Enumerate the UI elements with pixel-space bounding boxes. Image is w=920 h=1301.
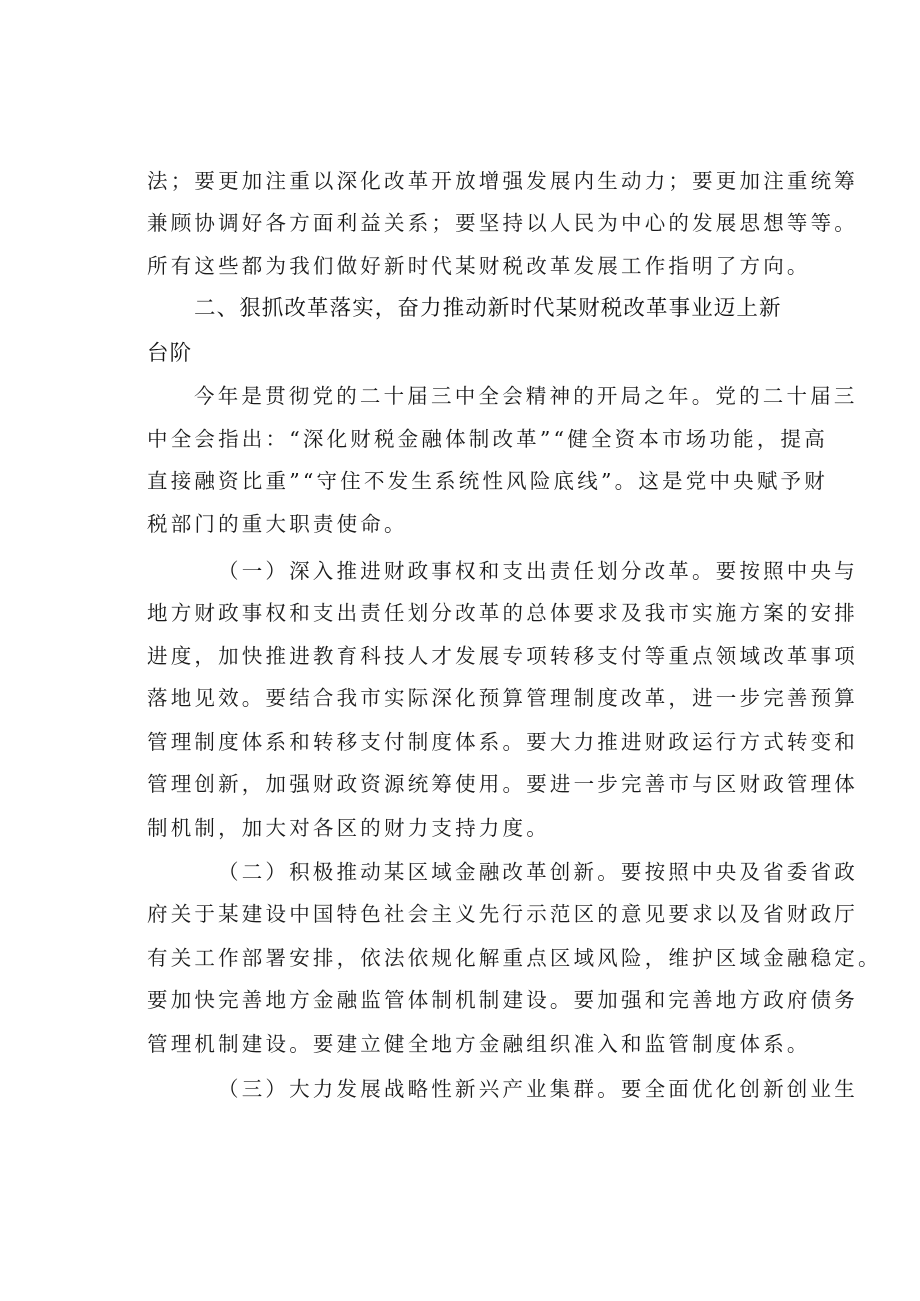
body-text-line: 要加快完善地方金融监管体制机制建设。要加强和完善地方政府债务 (147, 988, 858, 1012)
body-text-line: 地方财政事权和支出责任划分改革的总体要求及我市实施方案的安排 (147, 601, 858, 625)
body-text-line: 府关于某建设中国特色社会主义先行示范区的意见要求以及省财政厅 (147, 902, 858, 926)
section-heading-continued: 台阶 (147, 341, 193, 366)
body-text-line: 有关工作部署安排，依法依规化解重点区域风险，维护区域金融稳定。 (147, 946, 882, 970)
subsection-item-1: （一）深入推进财政事权和支出责任划分改革。要按照中央与 (218, 559, 858, 583)
body-text-line: 中全会指出：“深化财税金融体制改革”“健全资本市场功能，提高 (147, 427, 828, 451)
body-text-line: 税部门的重大职责使命。 (147, 512, 408, 536)
body-text-line: 管理创新，加强财政资源统筹使用。要进一步完善市与区财政管理体 (147, 772, 858, 796)
body-text-line: 直接融资比重”“守住不发生系统性风险底线”。这是党中央赋予财 (147, 469, 828, 493)
subsection-item-3: （三）大力发展战略性新兴产业集群。要全面优化创新创业生 (218, 1077, 858, 1101)
body-text-line: 制机制，加大对各区的财力支持力度。 (147, 816, 550, 840)
subsection-item-2: （二）积极推动某区域金融改革创新。要按照中央及省委省政 (218, 860, 858, 884)
section-heading: 二、狠抓改革落实，奋力推动新时代某财税改革事业迈上新 (194, 296, 782, 321)
body-text-line: 所有这些都为我们做好新时代某财税改革发展工作指明了方向。 (147, 254, 811, 278)
body-text-line: 管理机制建设。要建立健全地方金融组织准入和监管制度体系。 (147, 1032, 811, 1056)
body-text-line: 今年是贯彻党的二十届三中全会精神的开局之年。党的二十届三 (194, 384, 858, 408)
body-text-line: 管理制度体系和转移支付制度体系。要大力推进财政运行方式转变和 (147, 730, 858, 754)
body-text-line: 法；要更加注重以深化改革开放增强发展内生动力；要更加注重统筹 (147, 169, 858, 193)
body-text-line: 落地见效。要结合我市实际深化预算管理制度改革，进一步完善预算 (147, 686, 858, 710)
body-text-line: 进度，加快推进教育科技人才发展专项转移支付等重点领域改革事项 (147, 644, 858, 668)
body-text-line: 兼顾协调好各方面利益关系；要坚持以人民为中心的发展思想等等。 (147, 211, 858, 235)
